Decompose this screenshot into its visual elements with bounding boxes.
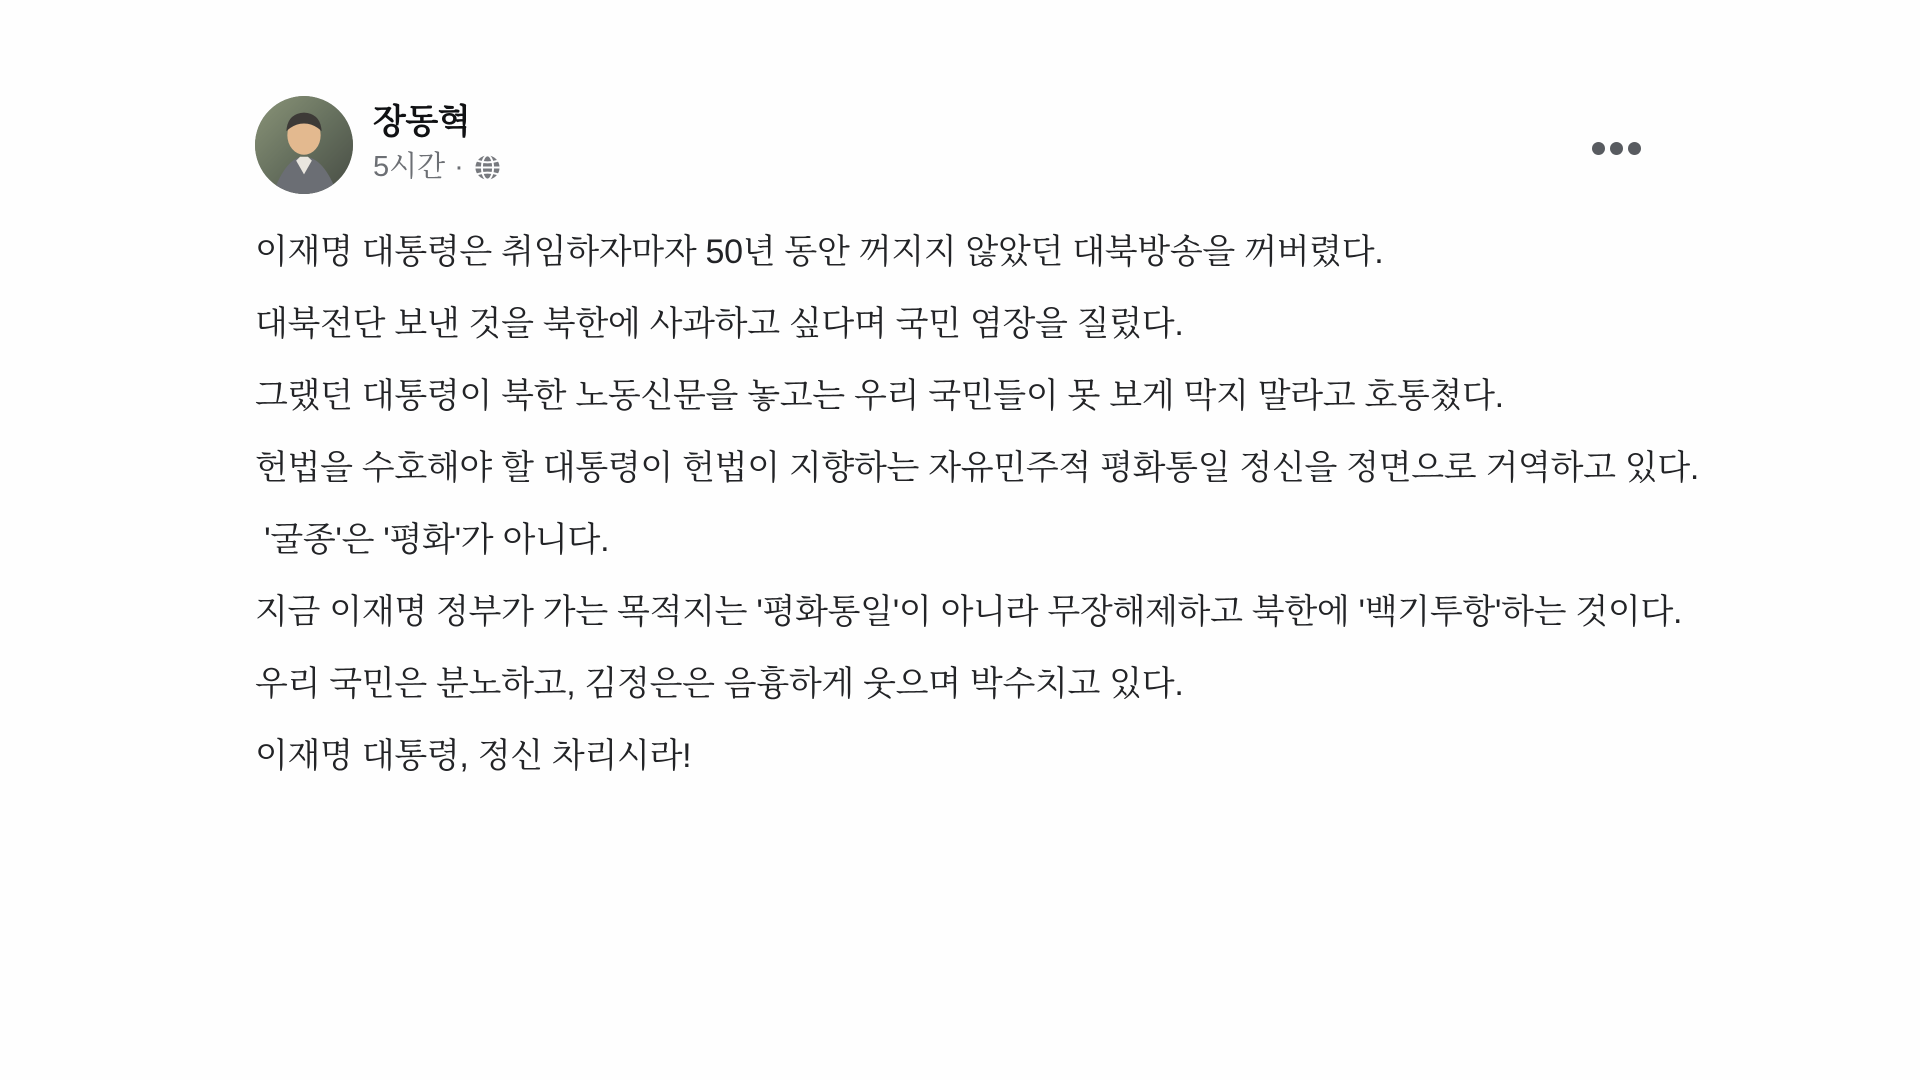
globe-icon: [473, 153, 502, 182]
post-paragraph: '굴종'은 '평화'가 아니다.: [255, 521, 610, 559]
post-paragraph: 대북전단 보낸 것을 북한에 사과하고 싶다며 국민 염장을 질렀다.: [255, 305, 1184, 343]
more-options-button[interactable]: [1586, 136, 1647, 161]
post-paragraph: 이재명 대통령, 정신 차리시라!: [255, 737, 692, 775]
post-meta: [373, 96, 502, 183]
separator-dot: ·: [454, 151, 464, 183]
post-text: [255, 227, 1719, 781]
post-paragraph: 헌법을 수호해야 할 대통령이 헌법이 지향하는 자유민주적 평화통일 정신을 정면으로 거역하고 있다.: [255, 449, 1700, 487]
more-dot-icon: [1628, 142, 1641, 155]
more-dot-icon: [1592, 142, 1605, 155]
more-dot-icon: [1610, 142, 1623, 155]
post-subline: [373, 151, 502, 183]
post-header: [255, 96, 1719, 194]
avatar-photo: [255, 96, 353, 194]
post-paragraph: 이재명 대통령은 취임하자마자 50년 동안 꺼지지 않았던 대북방송을 꺼버렸다.: [255, 233, 1384, 271]
post-paragraph: 그랬던 대통령이 북한 노동신문을 놓고는 우리 국민들이 못 보게 막지 말라고 호통쳤다.: [255, 377, 1504, 415]
post-paragraph: 우리 국민은 분노하고, 김정은은 음흉하게 웃으며 박수치고 있다.: [255, 665, 1184, 703]
post-paragraph: 지금 이재명 정부가 가는 목적지는 '평화통일'이 아니라 무장해제하고 북한에 '백기투항'하는 것이다.: [255, 593, 1683, 631]
post: [255, 96, 1719, 803]
avatar[interactable]: [255, 96, 353, 194]
post-timestamp[interactable]: 5시간: [373, 151, 446, 183]
author-name[interactable]: 장동혁: [373, 103, 471, 141]
